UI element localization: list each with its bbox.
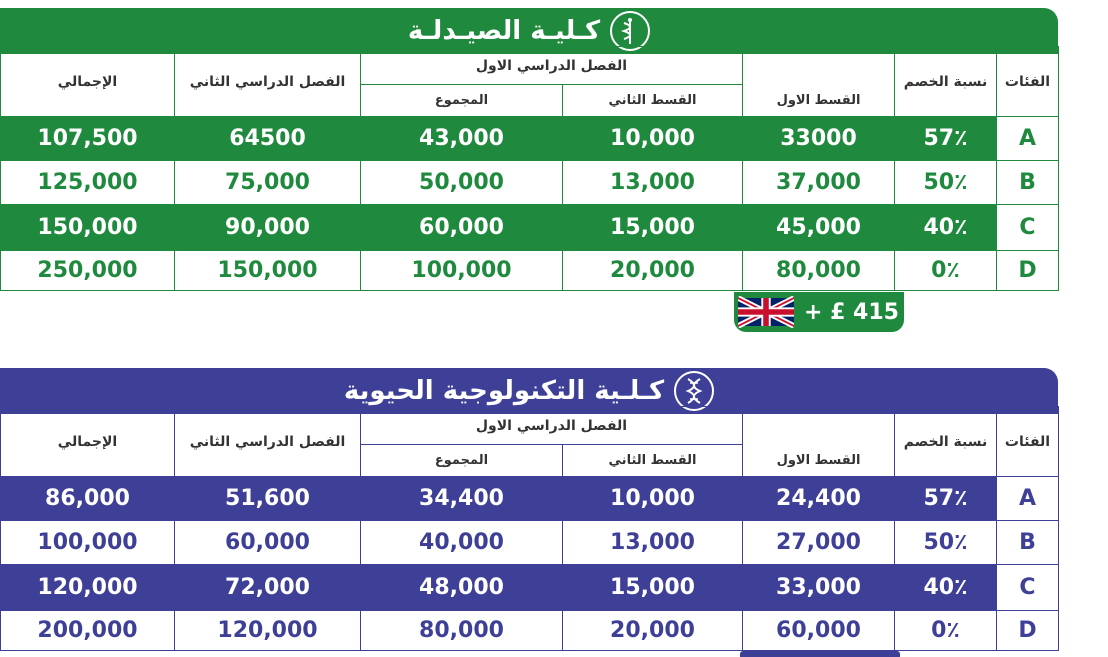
header-total: الإجمالي [1,407,175,477]
header-total: الإجمالي [1,47,175,117]
table-row: 200,000 120,000 80,000 20,000 60,000 0٪ D [1,611,1059,651]
caduceus-icon [610,11,650,51]
header-categories: الفئات [997,47,1059,117]
table-row: 107,500 64500 43,000 10,000 33000 57٪ A [1,117,1059,161]
header-first-semester: الفصل الدراسي الاول [361,407,743,445]
header-first-semester: الفصل الدراسي الاول [361,47,743,85]
extra-fee-badge [734,292,904,332]
table-row: 250,000 150,000 100,000 20,000 80,000 0٪ D [1,251,1059,291]
table-row: 120,000 72,000 48,000 15,000 33,000 40٪ C [1,565,1059,611]
biotech-title: كـلـية التكنولوجية الحيوية [343,376,665,406]
pharmacy-fees-table [0,46,1059,291]
table-row: 150,000 90,000 60,000 15,000 45,000 40٪ C [1,205,1059,251]
extra-fee-amount: + £ 415 [804,299,899,325]
header-sum: المجموع [361,85,563,117]
header-categories: الفئات [997,407,1059,477]
header-second-installment: القسط الثاني [563,85,743,117]
header-first-installment: القسط الاول [743,85,895,117]
header-discount: نسبة الخصم [895,47,997,117]
header-discount: نسبة الخصم [895,407,997,477]
table-row: 100,000 60,000 40,000 13,000 27,000 50٪ B [1,521,1059,565]
biotech-tail-bar [740,651,900,657]
header-second-semester: الفصل الدراسي الثاني [175,47,361,117]
header-second-installment: القسط الثاني [563,445,743,477]
header-second-semester: الفصل الدراسي الثاني [175,407,361,477]
biotech-fees-table [0,406,1059,651]
pharmacy-title: كـليـة الصيـدلـة [407,16,601,46]
uk-flag-icon [738,296,794,328]
table-row: 86,000 51,600 34,400 10,000 24,400 57٪ A [1,477,1059,521]
dna-icon [674,371,714,411]
header-first-installment: القسط الاول [743,445,895,477]
header-sum: المجموع [361,445,563,477]
table-row: 125,000 75,000 50,000 13,000 37,000 50٪ B [1,161,1059,205]
